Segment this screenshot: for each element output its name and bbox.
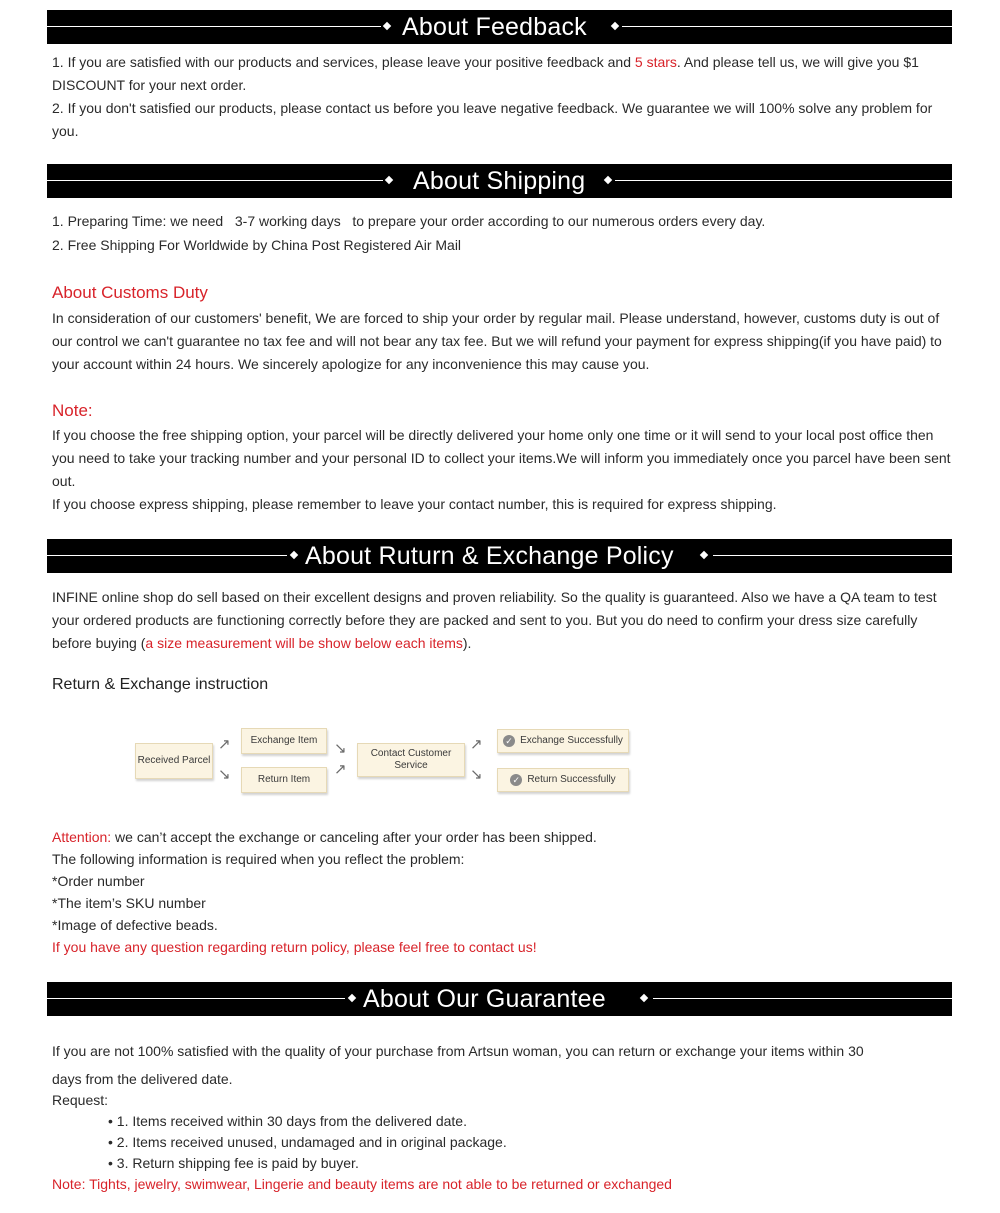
size-measurement-note: a size measurement will be show below each items bbox=[145, 635, 463, 651]
return-item-box: Return Item bbox=[241, 767, 327, 793]
return-title: About Ruturn & Exchange Policy bbox=[305, 542, 674, 570]
arrow-down-right-icon: ↘ bbox=[218, 766, 231, 783]
arrow-up-right-icon: ↗ bbox=[334, 761, 347, 778]
shipping-point-2: 2. Free Shipping For Worldwide by China Post Registered Air Mail bbox=[52, 237, 462, 253]
feedback-banner bbox=[47, 10, 952, 44]
check-icon: ✓ bbox=[510, 774, 522, 786]
requirement-item: *Image of defective beads. bbox=[52, 917, 218, 933]
return-details: Attention: we can’t accept the exchange or canceling after your order has been shipped. The following information is required when you reflect the problem: *Order number *The item’s SKU number *Image of defective beads. If you have any question regarding return policy, please feel free to contact us! bbox=[52, 826, 952, 958]
return-banner bbox=[47, 539, 952, 573]
feedback-point-2: 2. If you don't satisfied our products, please contact us before you leave negative feedback. We guarantee we will 100% solve any problem for you. bbox=[52, 100, 933, 139]
non-returnable-note: Note: Tights, jewelry, swimwear, Lingerie and beauty items are not able to be returned or exchanged bbox=[52, 1176, 672, 1192]
requirement-item: *The item’s SKU number bbox=[52, 895, 206, 911]
guarantee-title: About Our Guarantee bbox=[363, 985, 606, 1013]
guarantee-details: days from the delivered date. Request: • 1. Items received within 30 days from the delivered date. • 2. Items received unused, undamaged and in original package. • 3. Return shipping fee is paid by buyer. Note: Tights, jewelry, swimwear, Lingerie and beauty items are not able to be returned or exchanged bbox=[52, 1069, 952, 1195]
note-heading: Note: bbox=[52, 401, 93, 420]
customs-heading: About Customs Duty bbox=[52, 283, 208, 302]
feedback-title: About Feedback bbox=[402, 13, 587, 41]
instruction-heading: Return & Exchange instruction bbox=[52, 676, 269, 693]
shipping-title: About Shipping bbox=[413, 167, 586, 195]
attention-label: Attention: bbox=[52, 829, 112, 845]
check-icon: ✓ bbox=[503, 735, 515, 747]
request-item: • 3. Return shipping fee is paid by buyer. bbox=[108, 1155, 359, 1171]
arrow-down-right-icon: ↘ bbox=[334, 740, 347, 757]
five-stars-highlight: 5 stars bbox=[634, 54, 677, 70]
request-item: • 1. Items received within 30 days from the delivered date. bbox=[108, 1113, 467, 1129]
return-success-box: ✓ Return Successfully bbox=[497, 768, 629, 792]
guarantee-banner bbox=[47, 982, 952, 1016]
return-intro: INFINE online shop do sell based on their excellent designs and proven reliability. So the quality is guaranteed. Also we have a QA team to test your ordered products are functioning correctly before they are packed and sent to you. But you do need to confirm your dress size carefully before buying (a size measurement will be show below each items). bbox=[52, 589, 937, 651]
note-text: If you choose the free shipping option, your parcel will be directly delivered your home only one time or it will send to your local post office then you need to take your tracking number and your personal ID to collect your items.We will inform you immediately once you parcel have been sent out. If you choose express shipping, please remember to leave your contact number, this is required for express shipping. bbox=[52, 427, 951, 512]
arrow-down-right-icon: ↘ bbox=[470, 766, 483, 783]
guarantee-text-1: If you are not 100% satisfied with the quality of your purchase from Artsun woman, you can return or exchange your items within 30 bbox=[52, 1043, 864, 1059]
contact-us-note: If you have any question regarding return policy, please feel free to contact us! bbox=[52, 939, 537, 955]
request-item: • 2. Items received unused, undamaged and in original package. bbox=[108, 1134, 507, 1150]
shipping-point-1: 1. Preparing Time: we need 3-7 working days to prepare your order according to our numerous orders every day. bbox=[52, 213, 766, 229]
arrow-up-right-icon: ↗ bbox=[218, 736, 231, 753]
received-parcel-box: Received Parcel bbox=[135, 743, 213, 779]
shipping-banner bbox=[47, 164, 952, 198]
shipping-text bbox=[52, 209, 952, 257]
exchange-success-box: ✓ Exchange Successfully bbox=[497, 729, 629, 753]
arrow-up-right-icon: ↗ bbox=[470, 736, 483, 753]
exchange-item-box: Exchange Item bbox=[241, 728, 327, 754]
requirement-item: *Order number bbox=[52, 873, 145, 889]
contact-service-box: Contact Customer Service bbox=[357, 743, 465, 777]
feedback-text: 1. If you are satisfied with our products and services, please leave your positive feedback and 5 stars. And please tell us, we will give you $1 DISCOUNT for your next order. 2. If you don't satisfied our products, please contact us before you leave negative feedback. We guarantee we will 100% solve any problem for you. bbox=[52, 51, 952, 143]
customs-text: In consideration of our customers' benefit, We are forced to ship your order by regular mail. Please understand, however, customs duty is out of our control we can't guarantee no tax fee and will not bear any tax fee. But we will refund your payment for express shipping(if you have paid) to your account within 24 hours. We sincerely apologize for any inconvenience this may cause you. bbox=[52, 310, 942, 372]
